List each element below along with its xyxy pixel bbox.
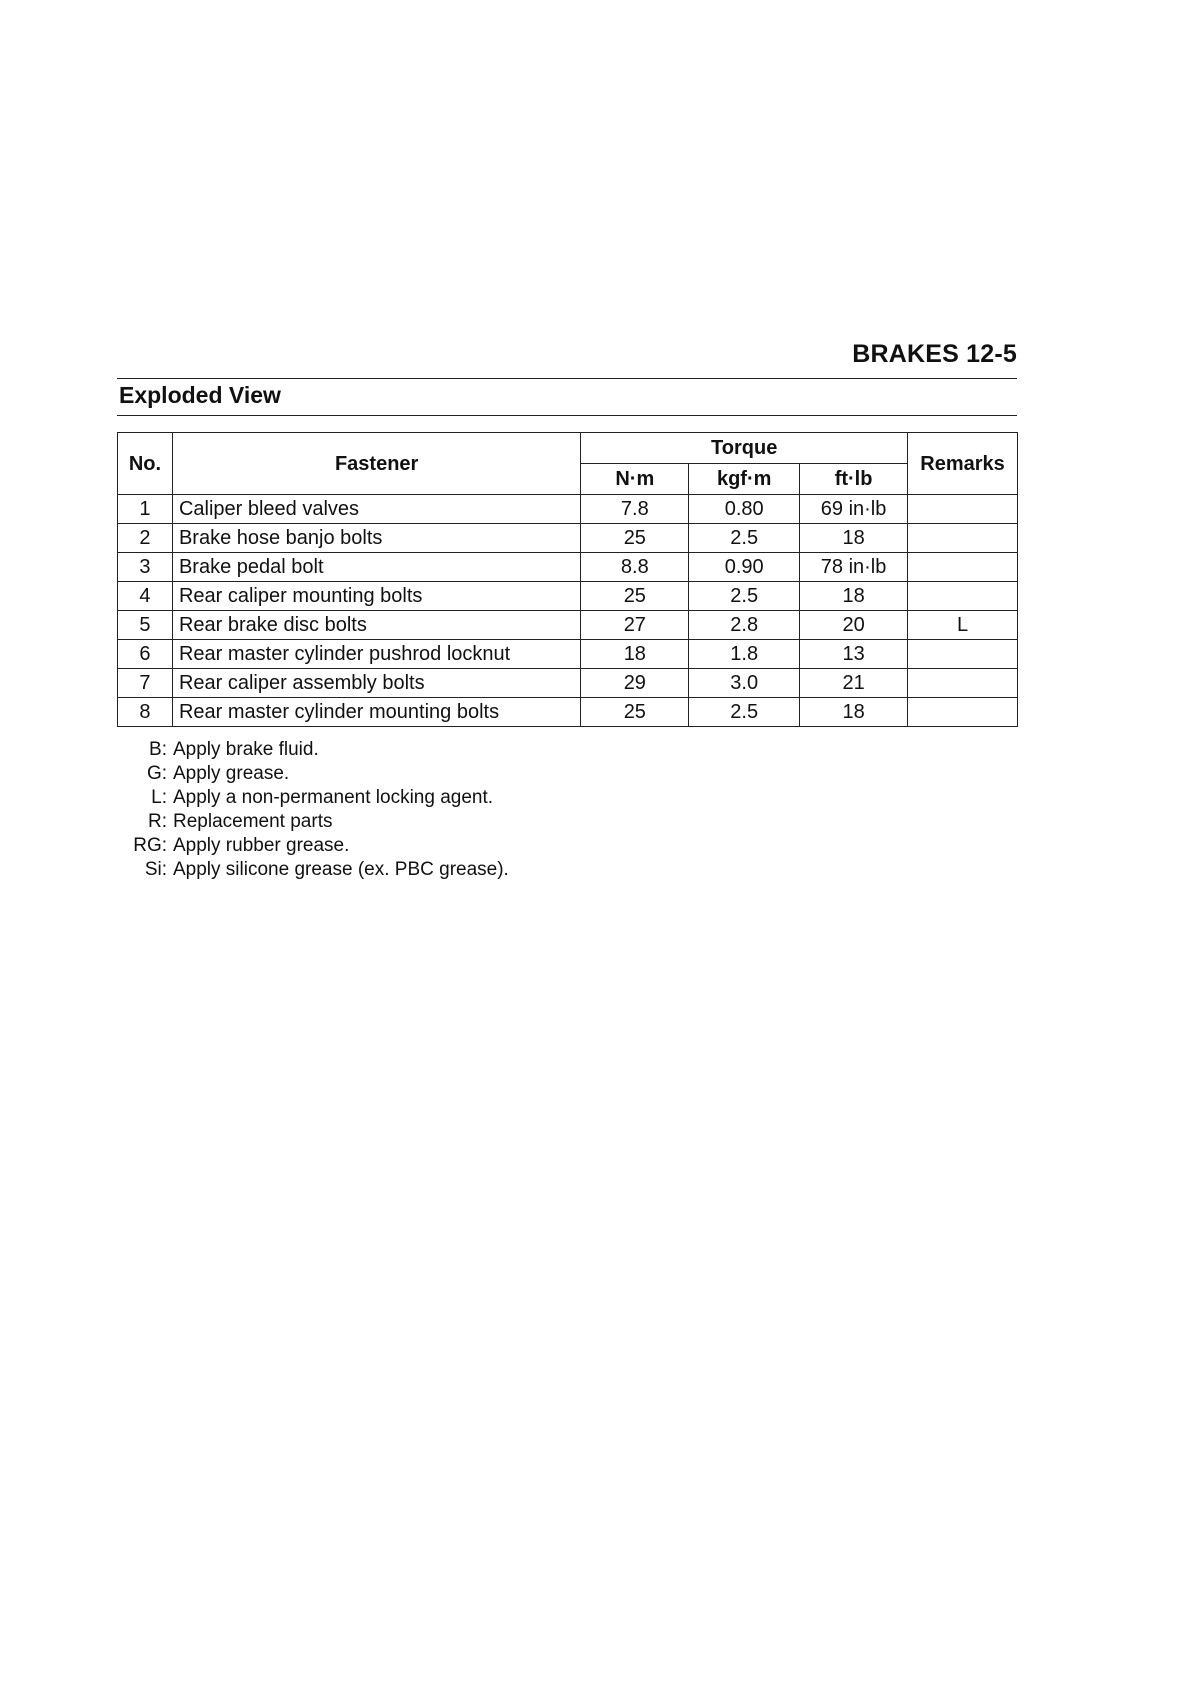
cell-ftlb: 18	[800, 582, 908, 611]
table-row	[118, 495, 1018, 524]
cell-ftlb: 69 in·lb	[800, 495, 908, 524]
cell-kgfm: 2.5	[689, 524, 800, 553]
cell-ftlb: 78 in·lb	[800, 553, 908, 582]
legend	[117, 738, 509, 882]
legend-item	[117, 858, 509, 882]
cell-kgfm: 2.5	[689, 698, 800, 727]
cell-no: 6	[118, 640, 173, 669]
cell-no: 8	[118, 698, 173, 727]
cell-fastener: Caliper bleed valves	[172, 495, 580, 524]
cell-no: 1	[118, 495, 173, 524]
header-fastener: Fastener	[172, 433, 580, 495]
legend-text: Apply a non-permanent locking agent.	[173, 787, 494, 808]
table-header-row	[118, 433, 1018, 464]
legend-key: RG:	[133, 835, 167, 856]
cell-ftlb: 18	[800, 524, 908, 553]
cell-fastener: Brake hose banjo bolts	[172, 524, 580, 553]
cell-nm: 25	[581, 524, 689, 553]
table-row	[118, 698, 1018, 727]
cell-remarks: L	[908, 611, 1018, 640]
header-rule-bottom	[117, 415, 1017, 416]
legend-text: Replacement parts	[173, 811, 333, 832]
header-unit-ftlb: ft·lb	[800, 464, 908, 495]
cell-remarks	[908, 640, 1018, 669]
table-row	[118, 582, 1018, 611]
cell-nm: 7.8	[581, 495, 689, 524]
cell-kgfm: 0.90	[689, 553, 800, 582]
header-rule-top	[117, 378, 1017, 379]
cell-remarks	[908, 669, 1018, 698]
cell-no: 4	[118, 582, 173, 611]
cell-ftlb: 21	[800, 669, 908, 698]
chapter-title: BRAKES 12-5	[852, 340, 1017, 368]
header-remarks: Remarks	[908, 433, 1018, 495]
legend-text: Apply silicone grease (ex. PBC grease).	[173, 859, 509, 880]
cell-no: 2	[118, 524, 173, 553]
section-title: Exploded View	[119, 382, 281, 408]
legend-key: G:	[146, 763, 167, 784]
table-row	[118, 524, 1018, 553]
cell-nm: 8.8	[581, 553, 689, 582]
legend-key: Si:	[144, 859, 167, 880]
legend-key: L:	[151, 787, 167, 808]
legend-item	[117, 786, 509, 810]
cell-no: 3	[118, 553, 173, 582]
cell-fastener: Rear caliper mounting bolts	[172, 582, 580, 611]
cell-fastener: Rear master cylinder mounting bolts	[172, 698, 580, 727]
cell-fastener: Rear caliper assembly bolts	[172, 669, 580, 698]
cell-fastener: Rear master cylinder pushrod locknut	[172, 640, 580, 669]
legend-item	[117, 762, 509, 786]
legend-text: Apply rubber grease.	[173, 835, 350, 856]
legend-text: Apply grease.	[173, 763, 290, 784]
cell-kgfm: 2.5	[689, 582, 800, 611]
legend-key: R:	[148, 811, 167, 832]
cell-ftlb: 20	[800, 611, 908, 640]
cell-fastener: Brake pedal bolt	[172, 553, 580, 582]
legend-key: B:	[149, 739, 167, 760]
cell-nm: 18	[581, 640, 689, 669]
cell-kgfm: 1.8	[689, 640, 800, 669]
cell-remarks	[908, 553, 1018, 582]
cell-kgfm: 0.80	[689, 495, 800, 524]
cell-ftlb: 13	[800, 640, 908, 669]
header-unit-kgfm: kgf·m	[689, 464, 800, 495]
cell-kgfm: 2.8	[689, 611, 800, 640]
header-torque: Torque	[581, 433, 908, 464]
cell-no: 7	[118, 669, 173, 698]
cell-fastener: Rear brake disc bolts	[172, 611, 580, 640]
table-row	[118, 611, 1018, 640]
cell-nm: 29	[581, 669, 689, 698]
cell-nm: 25	[581, 698, 689, 727]
header-no: No.	[118, 433, 173, 495]
cell-remarks	[908, 495, 1018, 524]
page-header	[117, 340, 1017, 380]
cell-remarks	[908, 582, 1018, 611]
legend-text: Apply brake fluid.	[173, 739, 319, 760]
legend-item	[117, 834, 509, 858]
cell-nm: 25	[581, 582, 689, 611]
cell-remarks	[908, 524, 1018, 553]
legend-item	[117, 738, 509, 762]
cell-ftlb: 18	[800, 698, 908, 727]
header-unit-nm: N·m	[581, 464, 689, 495]
legend-item	[117, 810, 509, 834]
table-row	[118, 669, 1018, 698]
torque-table	[117, 432, 1018, 727]
cell-kgfm: 3.0	[689, 669, 800, 698]
cell-nm: 27	[581, 611, 689, 640]
table-row	[118, 640, 1018, 669]
cell-no: 5	[118, 611, 173, 640]
cell-remarks	[908, 698, 1018, 727]
table-row	[118, 553, 1018, 582]
